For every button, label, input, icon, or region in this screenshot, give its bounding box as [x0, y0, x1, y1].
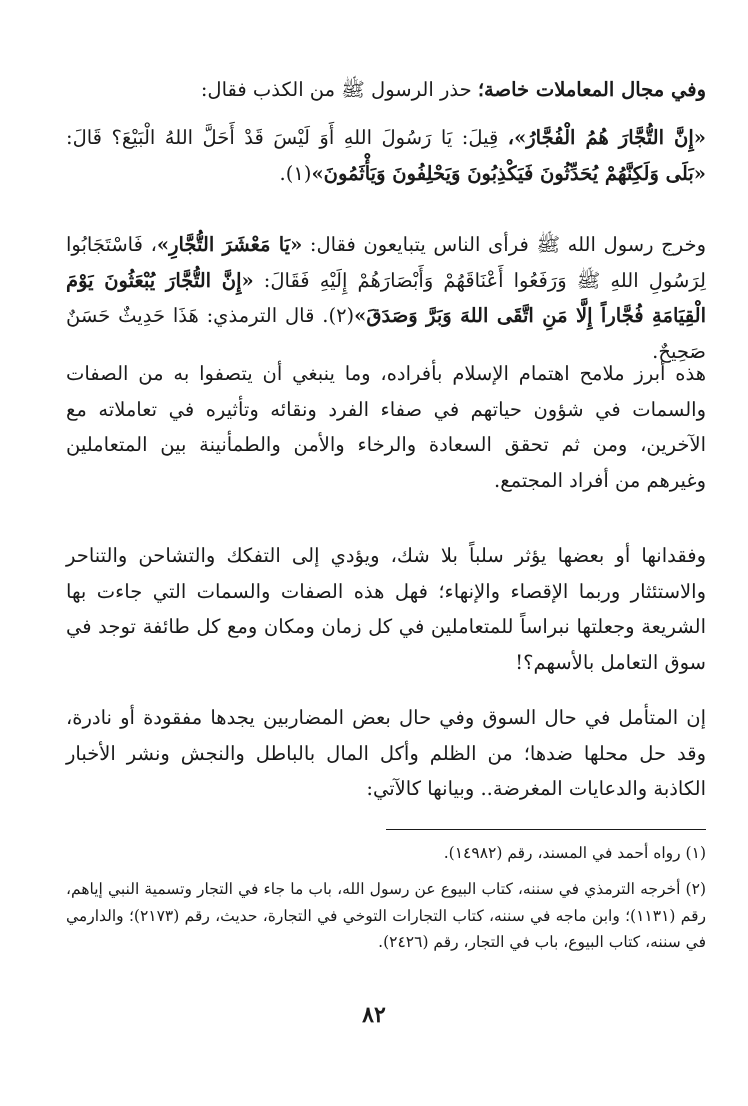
intro-text: حذر الرسول ﷺ من الكذب فقال: [200, 78, 478, 101]
footnote-1 [66, 840, 706, 867]
hadith-1-end: . [279, 161, 286, 185]
hadith-1-quote-2: «بَلَى وَلَكِنَّهُمْ يُحَدِّثُونَ فَيَكْذِبُونَ وَيَحْلِفُونَ وَيَأْثَمُونَ» [311, 161, 706, 185]
page-number: ٨٢ [362, 1002, 386, 1028]
hadith-2-middle: ، فَاسْتَجَابُوا لِرَسُولِ اللهِ ﷺ وَرَفَعُوا أَعْنَاقَهُمْ وَأَبْصَارَهُمْ إِلَيْهِ فَقَالَ: [66, 233, 706, 292]
paragraph-loss: وفقدانها أو بعضها يؤثر سلباً بلا شك، ويؤدي إلى التفكك والتشاحن والتناحر والاستئثار وربما الإقصاء والإنهاء؛ فهل هذه الصفات والسمات التي جاءت بها الشريعة وجعلتها نبراساً للمتعاملين في كل زمان ومكان ومع كل طائفة توجد في سوق التعامل بالأسهم؟! [66, 544, 706, 674]
paragraph-intro [66, 72, 706, 108]
footnote-divider [386, 829, 706, 830]
hadith-2-quote-2: «إِنَّ التُّجَّارَ يُبْعَثُونَ يَوْمَ الْقِيَامَةِ فُجَّاراً إِلَّا مَنِ اتَّقَى اللهَ وَبَرَّ وَصَدَقَ» [66, 268, 706, 327]
hadith-1-middle: قِيلَ: يَا رَسُولَ اللهِ أَوَ لَيْسَ قَدْ أَحَلَّ اللهُ الْبَيْعَ؟ قَالَ: [66, 126, 508, 149]
footnote-ref-2[interactable]: (٢) [328, 304, 355, 327]
footnote-2-text: أخرجه الترمذي في سننه، كتاب البيوع عن رسول الله، باب ما جاء في التجار وتسمية النبي إياهم، رقم (١١٣١)؛ وابن ماجه في سننه، كتاب التجارات التوخي في التجارة، حديث، رقم (٢١٧٣)؛ والدارمي في سننه، كتاب البيوع، باب في التجار، رقم (٢٤٢٦). [66, 880, 706, 951]
footnote-2-number: (٢) [685, 880, 706, 898]
footnote-ref-1[interactable]: (١) [285, 161, 312, 185]
paragraph-features: هذه أبرز ملامح اهتمام الإسلام بأفراده، وما ينبغي أن يتصفوا به من الصفات والسمات في شؤون حياتهم في صفاء الفرد ونقائه وتأثيره في تعاملاته مع الآخرين، ومن ثم تحقق السعادة والرخاء والأمن والطمأنينة بين المتعاملين وغيرهم من أفراد المجتمع. [66, 362, 706, 492]
footnote-2 [66, 876, 706, 956]
hadith-1-quote-1: «إِنَّ التُّجَّارَ هُمُ الْفُجَّارُ»، [507, 126, 706, 149]
footnote-1-number: (١) [685, 844, 706, 862]
paragraph-hadith-2 [66, 227, 706, 369]
paragraph-hadith-1 [66, 120, 706, 191]
hadith-2-start: وخرج رسول الله ﷺ فرأى الناس يتبايعون فقال: [302, 233, 706, 256]
footnote-1-text: رواه أحمد في المسند، رقم (١٤٩٨٢). [443, 844, 681, 862]
hadith-2-quote-1: «يَا مَعْشَرَ التُّجَّارِ» [156, 233, 303, 256]
paragraph-market: إن المتأمل في حال السوق وفي حال بعض المضاربين يجدها مفقودة أو نادرة، وقد حل محلها ضدها؛ من الظلم وأكل المال بالباطل والنجش ونشر الأخبار الكاذبة والدعايات المغرضة.. وبيانها كالآتي: [66, 706, 706, 800]
hadith-2-end: . قال الترمذي: هَذَا حَدِيثٌ حَسَنٌ صَحِيحٌ. [66, 304, 706, 363]
intro-lead-bold: وفي مجال المعاملات خاصة؛ [477, 78, 706, 101]
